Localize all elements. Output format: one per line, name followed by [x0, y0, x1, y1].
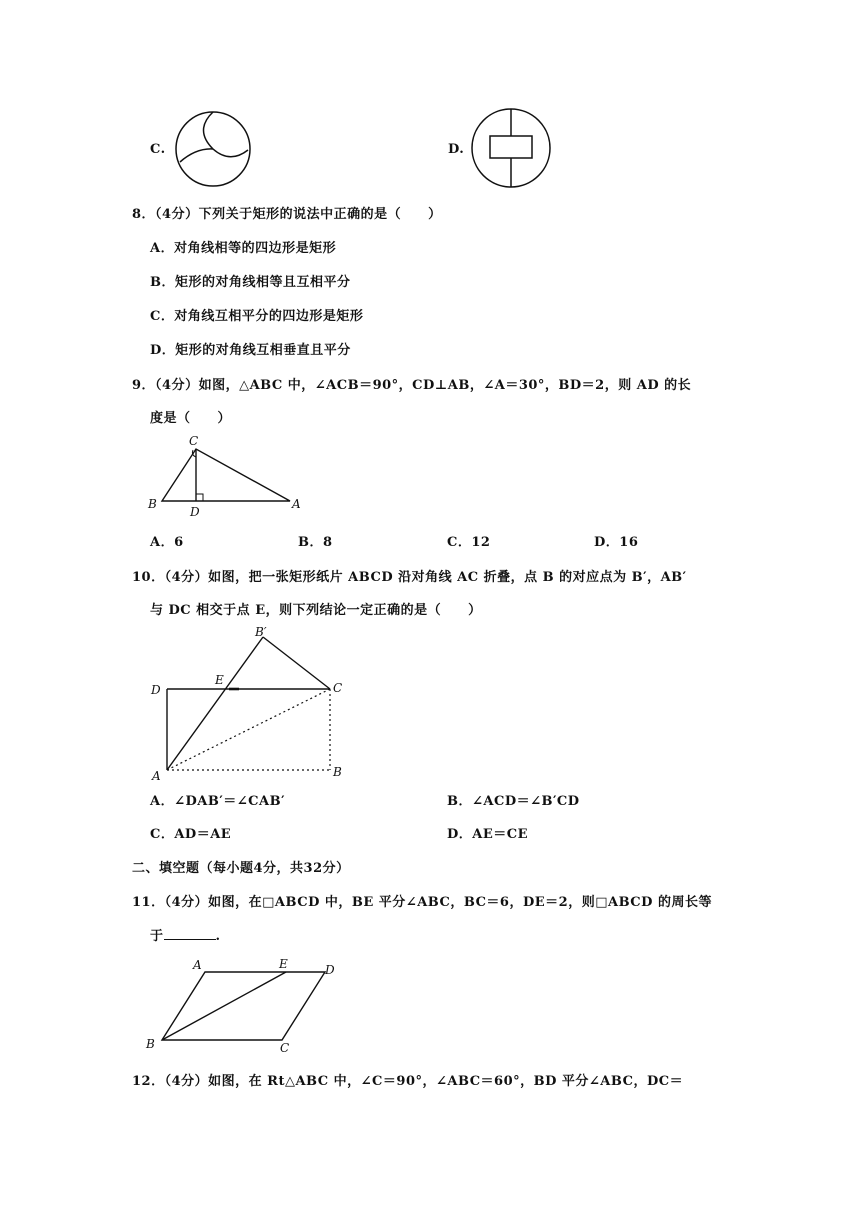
q10-option-a: A．∠DAB′＝∠CAB′: [150, 794, 285, 809]
q10-option-b: B．∠ACD＝∠B′CD: [447, 794, 580, 809]
q11-parallelogram-figure: [140, 952, 355, 1057]
q9-label-d: D: [190, 505, 200, 519]
q8-option-d: D．矩形的对角线互相垂直且平分: [150, 343, 351, 358]
q7-option-d-figure: [468, 106, 554, 190]
q9-label-b: B: [148, 497, 157, 511]
q9-label-a: A: [292, 497, 301, 511]
answer-blank[interactable]: [164, 927, 216, 940]
q10-label-d: D: [151, 683, 161, 697]
q10-label-e: E: [215, 673, 224, 687]
q10-stem-line1: 10．（4分）如图，把一张矩形纸片 ABCD 沿对角线 AC 折叠，点 B 的对应点为 B′，AB′: [132, 570, 687, 585]
q10-label-c: C: [333, 681, 343, 695]
q10-label-bprime: B′: [255, 625, 267, 639]
q7-option-c-label: C.: [150, 142, 166, 157]
q11-stem-line1: 11．（4分）如图，在□ABCD 中，BE 平分∠ABC，BC＝6，DE＝2，则□ABCD 的周长等: [132, 895, 712, 910]
q11-label-b: B: [146, 1037, 155, 1051]
q9-option-d: D．16: [594, 535, 639, 550]
q9-stem-line2: 度是（ ）: [150, 411, 232, 426]
q10-label-a: A: [152, 769, 161, 783]
q9-option-a: A．6: [150, 535, 184, 550]
q8-option-b: B．矩形的对角线相等且互相平分: [150, 275, 351, 290]
q8-stem: 8．（4分）下列关于矩形的说法中正确的是（ ）: [132, 207, 442, 222]
q8-option-a: A．对角线相等的四边形是矩形: [150, 241, 337, 256]
q12-stem-line1: 12．（4分）如图，在 Rt△ABC 中，∠C＝90°，∠ABC＝60°，BD 平分∠ABC，DC＝: [132, 1074, 684, 1089]
q10-stem-line2: 与 DC 相交于点 E，则下列结论一定正确的是（ ）: [150, 603, 482, 618]
q9-triangle-figure: [140, 428, 310, 520]
q11-label-d: D: [325, 963, 335, 977]
q9-stem-line1: 9．（4分）如图，△ABC 中，∠ACB＝90°，CD⊥AB，∠A＝30°，BD＝2，则 AD 的长: [132, 378, 692, 393]
q10-option-d: D．AE＝CE: [447, 827, 529, 842]
q10-option-c: C．AD＝AE: [150, 827, 232, 842]
q10-fold-figure: [145, 620, 360, 785]
section-title: 二、填空题（每小题4分，共32分）: [132, 861, 350, 876]
q8-option-c: C．对角线互相平分的四边形是矩形: [150, 309, 364, 324]
q9-option-c: C．12: [447, 535, 491, 550]
q10-label-b: B: [333, 765, 342, 779]
q9-label-c: C: [189, 434, 199, 448]
q7-option-d-label: D.: [448, 142, 465, 157]
q11-label-e: E: [279, 957, 288, 971]
q11-stem-line2: [150, 925, 221, 944]
q11-label-a: A: [193, 958, 202, 972]
q11-stem-prefix: 于: [150, 929, 164, 944]
q11-stem-suffix: .: [215, 929, 221, 944]
q7-option-c-figure: [172, 108, 254, 190]
q9-option-b: B．8: [298, 535, 333, 550]
q11-label-c: C: [280, 1041, 290, 1055]
